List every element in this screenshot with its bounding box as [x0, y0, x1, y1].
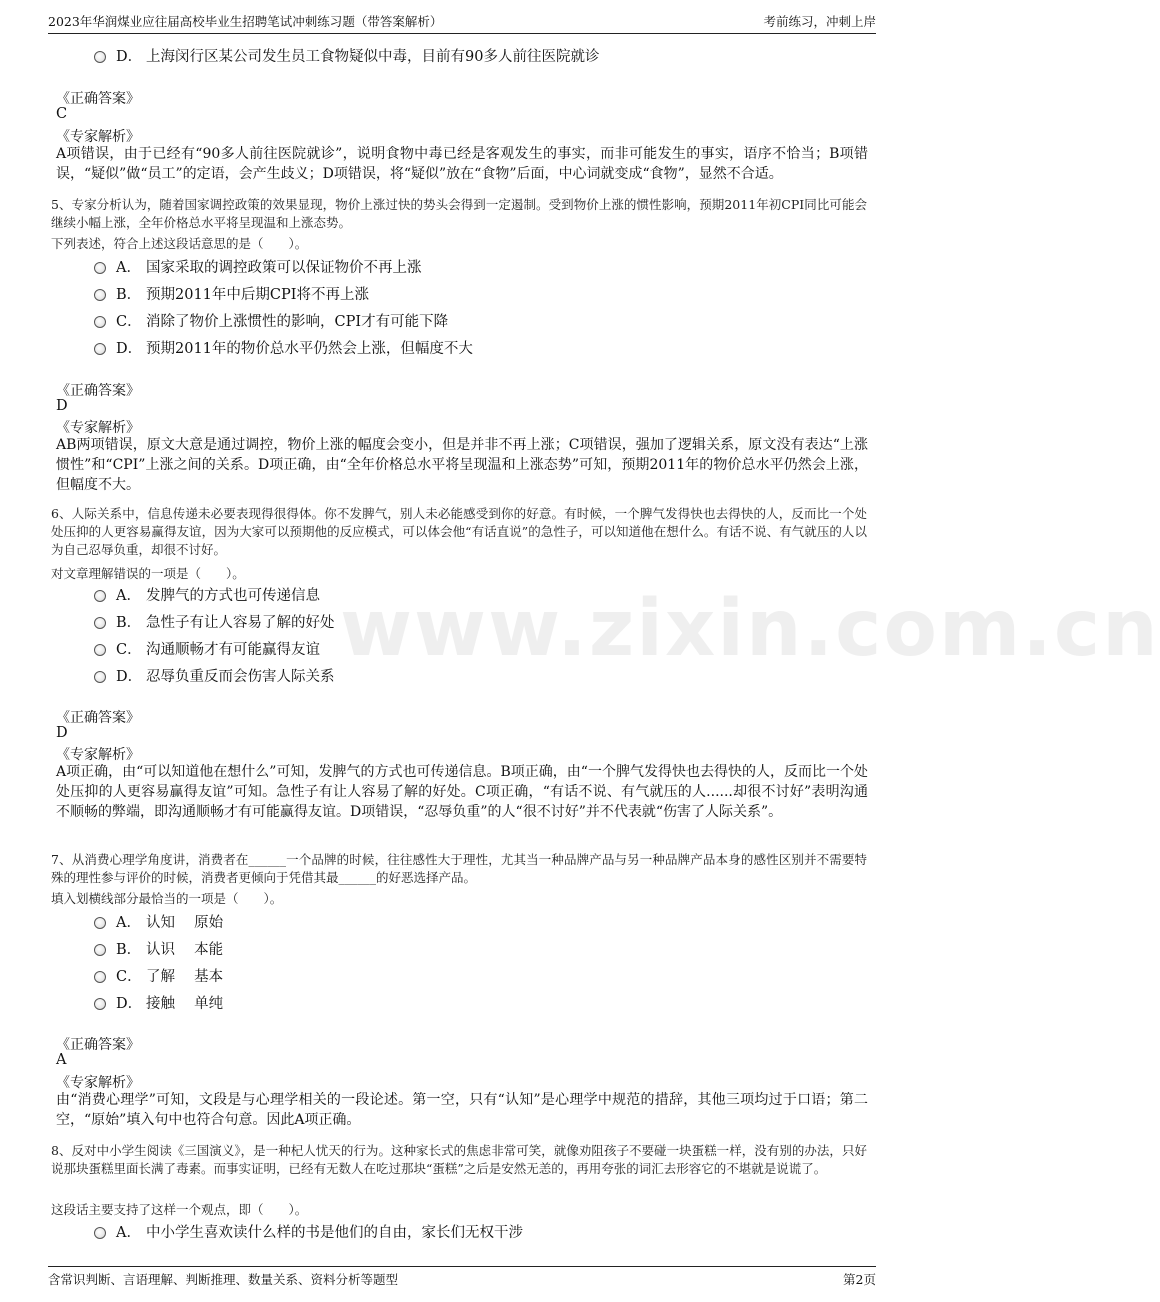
watermark: www.zixin.com.cn: [340, 584, 1160, 674]
option-letter: C．: [116, 641, 142, 658]
answer-label: 《正确答案》: [56, 383, 140, 399]
option-letter: A．: [116, 914, 141, 931]
header-slogan: 考前练习，冲刺上岸: [763, 14, 876, 29]
option-letter: B．: [116, 941, 142, 958]
option-letter: D．: [116, 340, 143, 357]
question-prompt: 对文章理解错误的一项是（ ）。: [51, 566, 245, 581]
radio-icon[interactable]: [94, 944, 106, 956]
q6-option-d[interactable]: [94, 664, 335, 686]
question-prompt: 这段话主要支持了这样一个观点，即（ ）。: [51, 1202, 308, 1217]
analysis-text: A项正确，由“可以知道他在想什么”可知，发脾气的方式也可传递信息。B项正确，由“一个脾气发得快也去得快的人，反而比一个处处压抑的人更容易赢得友谊”可知。急性子有让人容易了解的好处。C项正确，“有话不说、有气就压的人......却很不讨好”表明沟通不顺畅的弊端，即沟通顺畅才有可能赢得友谊。D项错误，“忍辱负重”的人“很不讨好”并不代表就“伤害了人际关系”。: [56, 764, 868, 820]
q6-option-c[interactable]: [94, 637, 320, 659]
option-letter: A．: [116, 587, 141, 604]
q7-option-c[interactable]: [94, 964, 223, 986]
q5-option-b[interactable]: [94, 282, 369, 304]
radio-icon[interactable]: [94, 289, 106, 301]
radio-icon[interactable]: [94, 590, 106, 602]
question-prompt: 填入划横线部分最恰当的一项是（ ）。: [51, 891, 283, 906]
answer-value: D: [56, 725, 68, 741]
radio-icon[interactable]: [94, 1227, 106, 1239]
answer-value: D: [56, 398, 68, 414]
question-text: 5、专家分析认为，随着国家调控政策的效果显现，物价上涨过快的势头会得到一定遏制。受到物价上涨的惯性影响，预期2011年初CPI同比可能会继续小幅上涨，全年价格总水平将呈现温和上涨态势。: [51, 197, 867, 230]
radio-icon[interactable]: [94, 671, 106, 683]
q7-option-b[interactable]: [94, 937, 223, 959]
page-number: 第2页: [843, 1272, 876, 1287]
option-text: 上海闵行区某公司发生员工食物疑似中毒，目前有90多人前往医院就诊: [146, 48, 600, 65]
q6-option-a[interactable]: [94, 583, 320, 605]
analysis-text: AB两项错误，原文大意是通过调控，物价上涨的幅度会变小，但是并非不再上涨；C项错误，强加了逻辑关系，原文没有表达“上涨惯性”和“CPI”上涨之间的关系。D项正确，由“全年价格总水平将呈现温和上涨态势”可知，预期2011年的物价总水平仍然会上涨，但幅度不大。: [56, 437, 868, 493]
analysis-label: 《专家解析》: [56, 747, 140, 763]
option-letter: A．: [116, 1224, 141, 1241]
option-text: 认识 本能: [146, 941, 224, 958]
analysis-text: A项错误，由于已经有“90多人前往医院就诊”，说明食物中毒已经是客观发生的事实，而非可能发生的事实，语序不恰当；B项错误，“疑似”做“员工”的定语，会产生歧义；D项错误，将“疑似”放在“食物”后面，中心词就变成“食物”，显然不合适。: [56, 146, 868, 182]
analysis-label: 《专家解析》: [56, 129, 140, 145]
q5-option-a[interactable]: [94, 255, 422, 277]
answer-value: A: [56, 1052, 67, 1068]
answer-value: C: [56, 106, 68, 122]
option-letter: C．: [116, 313, 142, 330]
radio-icon[interactable]: [94, 971, 106, 983]
option-text: 认知 原始: [146, 914, 224, 931]
radio-icon[interactable]: [94, 917, 106, 929]
q5-option-d[interactable]: [94, 336, 473, 358]
question-prompt: 下列表述，符合上述这段话意思的是（ ）。: [51, 236, 308, 251]
q8-option-a[interactable]: [94, 1220, 523, 1242]
radio-icon[interactable]: [94, 316, 106, 328]
q4-option-d[interactable]: [94, 44, 599, 66]
option-text: 接触 单纯: [146, 995, 224, 1012]
analysis-label: 《专家解析》: [56, 420, 140, 436]
question-text: 6、人际关系中，信息传递未必要表现得很得体。你不发脾气，别人未必能感受到你的好意。有时候，一个脾气发得快也去得快的人，反而比一个处处压抑的人更容易赢得友谊，因为大家可以预期他的反应模式，可以体会他“有话直说”的急性子，可以知道他在想什么。有话不说、有气就压的人以为自己忍辱负重，却很不讨好。: [51, 506, 867, 557]
option-letter: D．: [116, 995, 143, 1012]
q7-option-a[interactable]: [94, 910, 223, 932]
answer-label: 《正确答案》: [56, 91, 140, 107]
analysis-label: 《专家解析》: [56, 1075, 140, 1091]
radio-icon[interactable]: [94, 644, 106, 656]
option-letter: C．: [116, 968, 142, 985]
question-text: 7、从消费心理学角度讲，消费者在______一个品牌的时候，往往感性大于理性，尤其当一种品牌产品与另一种品牌产品本身的感性区别并不需要特殊的理性参与评价的时候，消费者更倾向于凭借其最______的好恶选择产品。: [51, 852, 867, 885]
option-text: 中小学生喜欢读什么样的书是他们的自由，家长们无权干涉: [146, 1224, 523, 1241]
answer-label: 《正确答案》: [56, 710, 140, 726]
page-header: [48, 8, 876, 34]
page-footer: [48, 1266, 876, 1291]
option-text: 国家采取的调控政策可以保证物价不再上涨: [146, 259, 422, 276]
option-text: 急性子有让人容易了解的好处: [146, 614, 335, 631]
option-letter: D．: [116, 48, 143, 65]
answer-label: 《正确答案》: [56, 1037, 140, 1053]
radio-icon[interactable]: [94, 617, 106, 629]
q6-option-b[interactable]: [94, 610, 335, 632]
radio-icon[interactable]: [94, 51, 106, 63]
option-text: 预期2011年的物价总水平仍然会上涨，但幅度不大: [146, 340, 473, 357]
option-text: 忍辱负重反而会伤害人际关系: [146, 668, 335, 685]
option-letter: B．: [116, 286, 142, 303]
radio-icon[interactable]: [94, 343, 106, 355]
option-text: 沟通顺畅才有可能赢得友谊: [146, 641, 320, 658]
radio-icon[interactable]: [94, 262, 106, 274]
footer-topics: 含常识判断、言语理解、判断推理、数量关系、资料分析等题型: [48, 1272, 399, 1287]
option-letter: D．: [116, 668, 143, 685]
radio-icon[interactable]: [94, 998, 106, 1010]
document-title: 2023年华润煤业应往届高校毕业生招聘笔试冲刺练习题（带答案解析）: [48, 14, 443, 29]
option-letter: A．: [116, 259, 141, 276]
option-text: 消除了物价上涨惯性的影响，CPI才有可能下降: [146, 313, 449, 330]
q7-option-d[interactable]: [94, 991, 223, 1013]
analysis-text: 由“消费心理学”可知，文段是与心理学相关的一段论述。第一空，只有“认知”是心理学中规范的措辞，其他三项均过于口语；第二空，“原始”填入句中也符合句意。因此A项正确。: [56, 1092, 868, 1128]
question-text: 8、反对中小学生阅读《三国演义》，是一种杞人忧天的行为。这种家长式的焦虑非常可笑，就像劝阻孩子不要碰一块蛋糕一样，没有别的办法，只好说那块蛋糕里面长满了毒素。而事实证明，已经有无数人在吃过那块“蛋糕”之后是安然无恙的，再用夸张的词汇去形容它的不堪就是说谎了。: [51, 1143, 867, 1176]
option-letter: B．: [116, 614, 142, 631]
option-text: 预期2011年中后期CPI将不再上涨: [146, 286, 369, 303]
option-text: 发脾气的方式也可传递信息: [146, 587, 320, 604]
option-text: 了解 基本: [146, 968, 224, 985]
q5-option-c[interactable]: [94, 309, 448, 331]
